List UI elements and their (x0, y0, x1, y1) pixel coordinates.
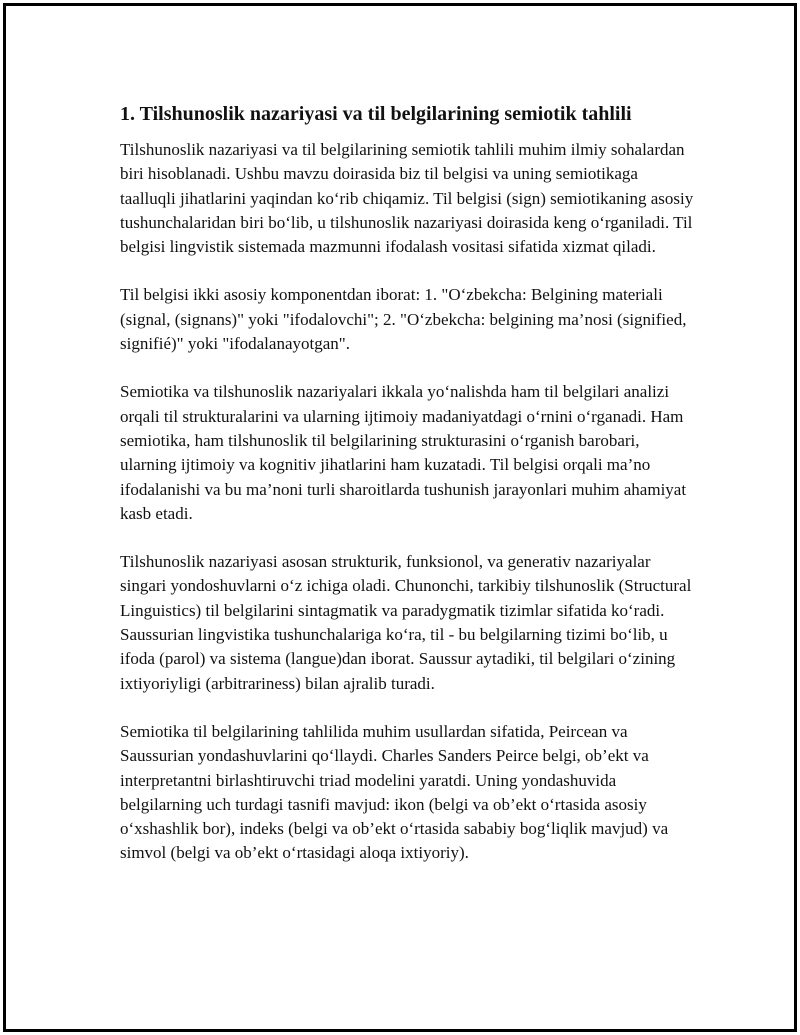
page-frame (3, 3, 797, 1032)
paragraph-4: Tilshunoslik nazariyasi asosan strukturik, funksionol, va generativ nazariyalar singari yondoshuvlarni o‘z ichiga oladi. Chunonchi, tarkibiy tilshunoslik (Structural Linguistics) til belgilarini sintagmatik va paradygmatik tizimlar sifatida ko‘radi. Saussurian lingvistika tushunchalariga ko‘ra, til - bu belgilarning tizimi bo‘lib, u ifoda (parol) va sistema (langue)dan iborat. Saussur aytadiki, til belgilari o‘zining ixtiyoriyligi (arbitrariness) bilan ajralib turadi. (120, 552, 692, 693)
paragraph-3: Semiotika va tilshunoslik nazariyalari ikkala yo‘nalishda ham til belgilari analizi orqali til strukturalarini va ularning ijtimoiy madaniyatdagi o‘rnini o‘rganadi. Ham semiotika, ham tilshunoslik til belgilarining strukturasini o‘rganish barobari, ularning ijtimoiy va kognitiv jihatlarini ham kuzatadi. Til belgisi orqali ma’no ifodalanishi va bu ma’noni turli sharoitlarda tushunish jarayonlari muhim ahamiyat kasb etadi. (120, 382, 687, 523)
paragraph-2: Til belgisi ikki asosiy komponentdan iborat: 1. "O‘zbekcha: Belgining materiali (signal, (signans)" yoki "ifodalovchi"; 2. "O‘zbekcha: belgining ma’nosi (signified, signifié)" yoki "ifodalanayotgan". (120, 285, 687, 354)
section-title: 1. Tilshunoslik nazariyasi va til belgilarining semiotik tahlili (120, 103, 632, 125)
paragraph-1: Tilshunoslik nazariyasi va til belgilarining semiotik tahlili muhim ilmiy sohalardan biri hisoblanadi. Ushbu mavzu doirasida biz til belgisi va uning semiotikaga taalluqli jihatlarini yaqindan ko‘rib chiqamiz. Til belgisi (sign) semiotikaning asosiy tushunchalaridan biri bo‘lib, u tilshunoslik nazariyasi doirasida keng o‘rganiladi. Til belgisi lingvistik sistemada mazmunni ifodalash vositasi sifatida xizmat qiladi. (120, 140, 694, 257)
paragraph-5: Semiotika til belgilarining tahlilida muhim usullardan sifatida, Peircean va Saussurian yondashuvlarini qo‘llaydi. Charles Sanders Peirce belgi, ob’ekt va interpretantni birlashtiruvchi triad modelini yaratdi. Uning yondashuvida belgilarning uch turdagi tasnifi mavjud: ikon (belgi va ob’ekt o‘rtasida asosiy o‘xshashlik bor), indeks (belgi va ob’ekt o‘rtasida sababiy bog‘liqlik mavjud) va simvol (belgi va ob’ekt o‘rtasidagi aloqa ixtiyoriy). (120, 721, 669, 863)
document-body (120, 102, 696, 890)
